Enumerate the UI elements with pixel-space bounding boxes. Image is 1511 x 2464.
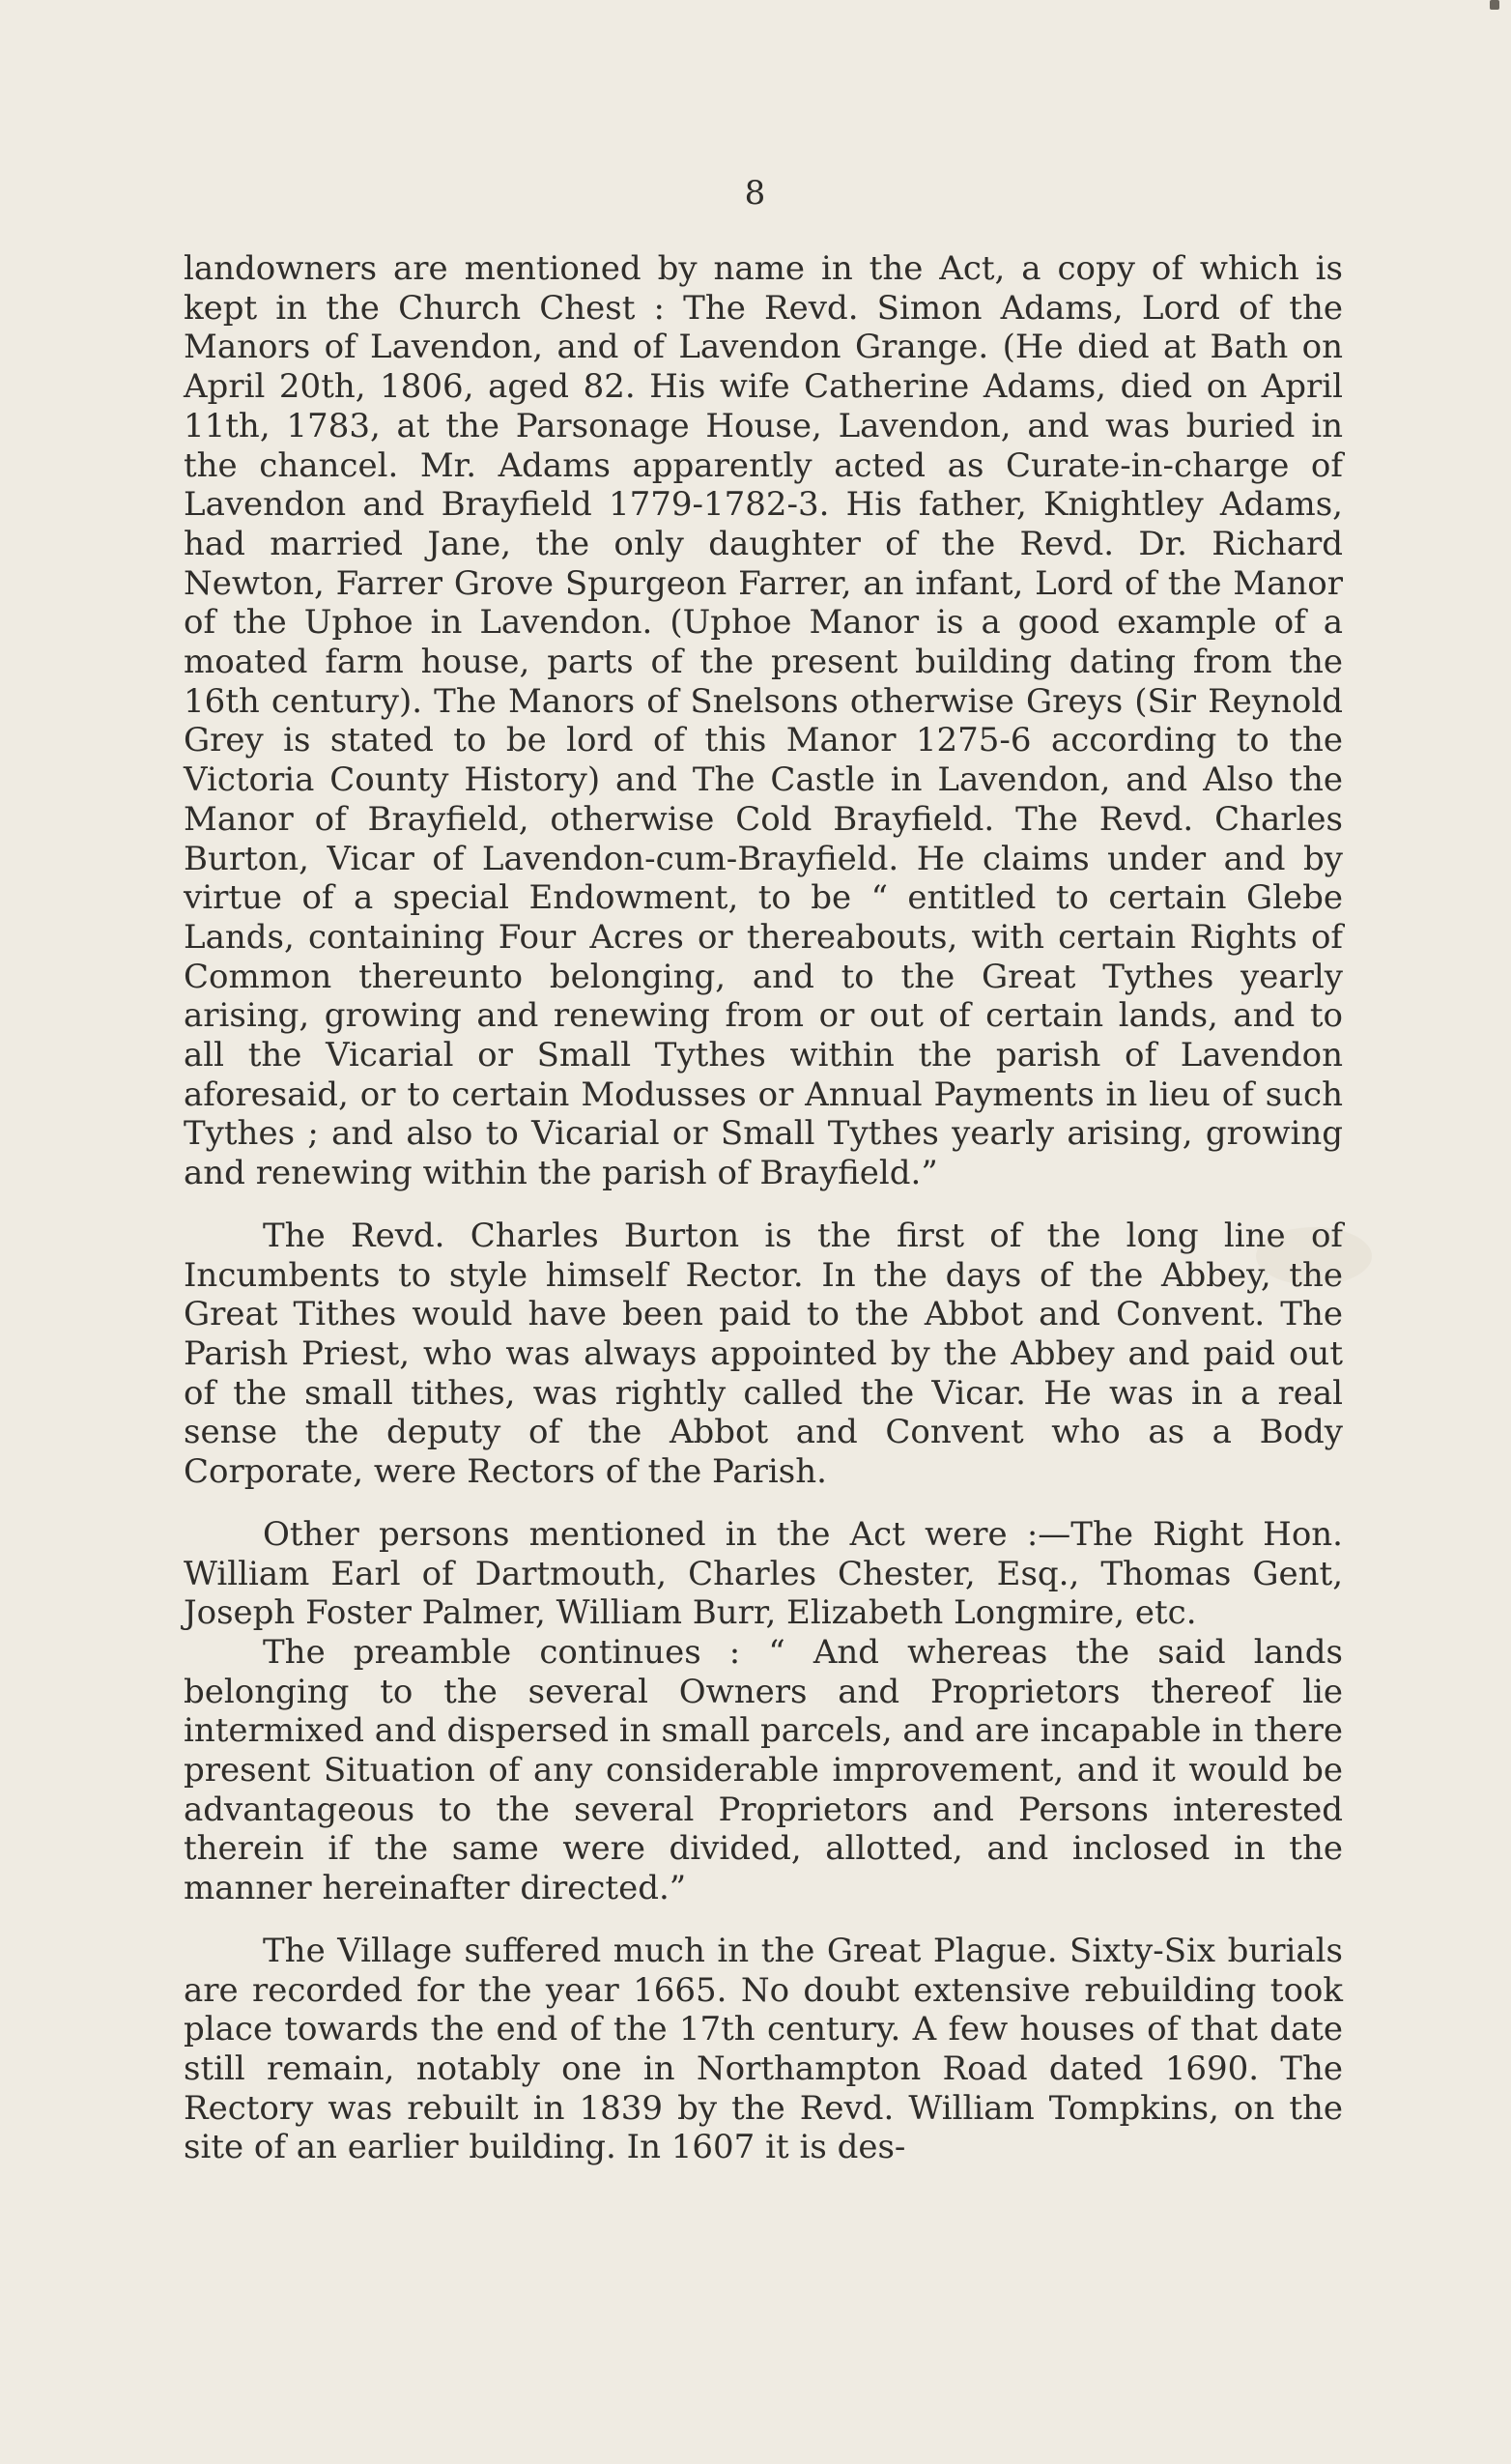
body-text [184, 249, 1343, 2167]
page-edge-mark [1490, 0, 1499, 10]
paragraph-preamble: The preamble continues : “ And whereas the said lands belonging to the several Owners and Proprietors thereof lie intermixed and dispersed in small parcels, and are incapable in there present Situation of any considerable improvement, and it would be advantageous to the several Proprietors and Persons interested therein if the same were divided, allotted, and inclosed in the manner hereinafter directed.” [184, 1632, 1343, 1908]
page-number: 8 [744, 174, 767, 213]
paragraph-plague: The Village suffered much in the Great Plague. Sixty-Six burials are recorded for the year 1665. No doubt extensive rebuilding took place towards the end of the 17th century. A few houses of that date still remain, notably one in Northampton Road dated 1690. The Rectory was rebuilt in 1839 by the Revd. William Tompkins, on the site of an earlier building. In 1607 it is des- [184, 1931, 1343, 2167]
paragraph-other-persons: Other persons mentioned in the Act were :—The Right Hon. William Earl of Dartmouth, Charles Chester, Esq., Thomas Gent, Joseph Foster Palmer, William Burr, Elizabeth Longmire, etc. [184, 1514, 1343, 1633]
paragraph-landowners: landowners are mentioned by name in the Act, a copy of which is kept in the Church Chest : The Revd. Simon Adams, Lord of the Manors of Lavendon, and of Lavendon Grange. (He died at Bath on April 20th, 1806, aged 82. His wife Catherine Adams, died on April 11th, 1783, at the Parsonage House, Lavendon, and was buried in the chancel. Mr. Adams apparently acted as Curate-in-charge of Lavendon and Brayfield 1779-1782-3. His father, Knightley Adams, had married Jane, the only daughter of the Revd. Dr. Richard Newton, Farrer Grove Spurgeon Farrer, an infant, Lord of the Manor of the Uphoe in Lavendon. (Uphoe Manor is a good example of a moated farm house, parts of the present building dating from the 16th century). The Manors of Snelsons otherwise Greys (Sir Reynold Grey is stated to be lord of this Manor 1275-6 according to the Victoria County History) and The Castle in Lavendon, and Also the Manor of Brayfield, otherwise Cold Brayfield. The Revd. Charles Burton, Vicar of Lavendon-cum-Brayfield. He claims under and by virtue of a special Endowment, to be “ entitled to certain Glebe Lands, containing Four Acres or thereabouts, with certain Rights of Common thereunto belonging, and to the Great Tythes yearly arising, growing and renewing from or out of certain lands, and to all the Vicarial or Small Tythes within the parish of Lavendon aforesaid, or to certain Modusses or Annual Payments in lieu of such Tythes ; and also to Vicarial or Small Tythes yearly arising, growing and renewing within the parish of Brayfield.” [184, 249, 1343, 1193]
paragraph-rector: The Revd. Charles Burton is the first of the long line of Incumbents to style himself Rector. In the days of the Abbey, the Great Tithes would have been paid to the Abbot and Convent. The Parish Priest, who was always appointed by the Abbey and paid out of the small tithes, was rightly called the Vicar. He was in a real sense the deputy of the Abbot and Convent who as a Body Corporate, were Rectors of the Parish. [184, 1216, 1343, 1492]
